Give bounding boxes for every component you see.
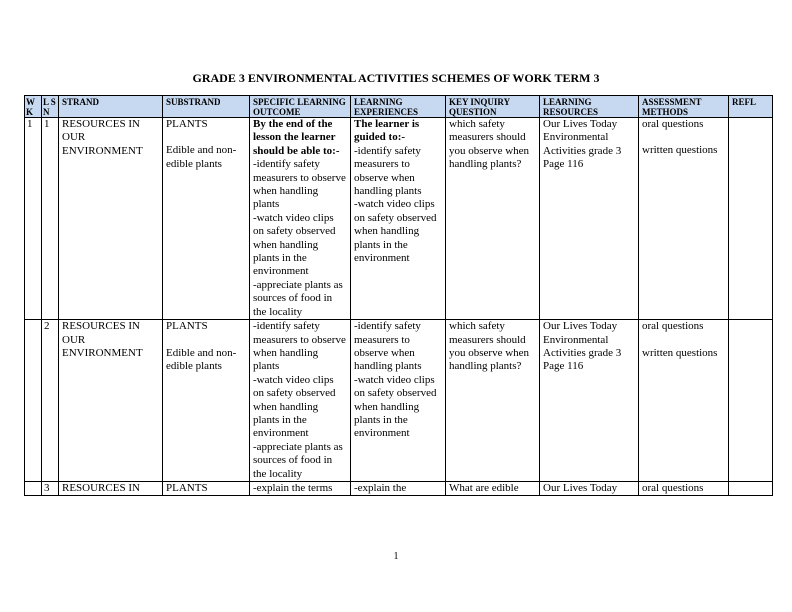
cell-experiences bbox=[351, 320, 446, 482]
header-row bbox=[25, 96, 773, 118]
document-title: GRADE 3 ENVIRONMENTAL ACTIVITIES SCHEMES OF WORK TERM 3 bbox=[192, 71, 600, 85]
outcome-item: -appreciate plants as sources of food in the locality bbox=[253, 440, 343, 480]
header-substrand: SUBSTRAND bbox=[163, 96, 250, 118]
cell-refl bbox=[729, 481, 773, 495]
experience-item: -identify safety measurers to observe when handling plants bbox=[354, 320, 422, 373]
header-wk: W K bbox=[25, 96, 42, 118]
cell-resources: Our Lives Today bbox=[540, 481, 639, 495]
experience-item: -watch video clips on safety observed when handling plants in the environment bbox=[354, 373, 437, 440]
substrand-detail: Edible and non-edible plants bbox=[166, 144, 237, 170]
cell-refl bbox=[729, 320, 773, 482]
cell-substrand bbox=[163, 118, 250, 320]
substrand-name: PLANTS bbox=[166, 118, 208, 130]
cell-resources: Our Lives Today Environmental Activities grade 3 Page 116 bbox=[540, 320, 639, 482]
cell-substrand: PLANTS bbox=[163, 481, 250, 495]
cell-outcome bbox=[250, 118, 351, 320]
cell-question: which safety measurers should you observe when handling plants? bbox=[446, 118, 540, 320]
outcome-item: -identify safety measurers to observe when handling plants bbox=[253, 320, 346, 373]
cell-wk bbox=[25, 320, 42, 482]
cell-refl bbox=[729, 118, 773, 320]
table-row bbox=[25, 118, 773, 320]
header-resources: LEARNING RESOURCES bbox=[540, 96, 639, 118]
cell-outcome: -explain the terms bbox=[250, 481, 351, 495]
cell-resources: Our Lives Today Environmental Activities grade 3 Page 116 bbox=[540, 118, 639, 320]
schemes-of-work-table bbox=[24, 95, 773, 496]
header-assessment: ASSESSMENT METHODS bbox=[639, 96, 729, 118]
cell-strand: RESOURCES IN OUR ENVIRONMENT bbox=[59, 320, 163, 482]
header-strand: STRAND bbox=[59, 96, 163, 118]
cell-lsn: 3 bbox=[42, 481, 59, 495]
table-row bbox=[25, 320, 773, 482]
cell-question: which safety measurers should you observe when handling plants? bbox=[446, 320, 540, 482]
cell-strand: RESOURCES IN OUR ENVIRONMENT bbox=[59, 118, 163, 320]
page-number: 1 bbox=[393, 551, 399, 562]
cell-experiences: -explain the bbox=[351, 481, 446, 495]
cell-lsn: 2 bbox=[42, 320, 59, 482]
cell-outcome bbox=[250, 320, 351, 482]
substrand-name: PLANTS bbox=[166, 320, 208, 333]
assessment-method: oral questions bbox=[642, 320, 704, 333]
cell-wk bbox=[25, 481, 42, 495]
cell-assessment: oral questions bbox=[639, 481, 729, 495]
header-experiences: LEARNING EXPERIENCES bbox=[351, 96, 446, 118]
table-row bbox=[25, 481, 773, 495]
cell-assessment bbox=[639, 320, 729, 482]
assessment-method: oral questions bbox=[642, 118, 704, 130]
cell-experiences bbox=[351, 118, 446, 320]
cell-wk: 1 bbox=[25, 118, 42, 320]
outcome-item: -watch video clips on safety observed when handling plants in the environment bbox=[253, 373, 336, 440]
experience-item: -identify safety measurers to observe when handling plants bbox=[354, 144, 422, 198]
experiences-intro: The learner is guided to:- bbox=[354, 118, 420, 144]
outcome-item: -watch video clips on safety observed when handling plants in the environment bbox=[253, 211, 336, 278]
assessment-method: written questions bbox=[642, 346, 718, 359]
header-refl: REFL bbox=[729, 96, 773, 118]
assessment-method: written questions bbox=[642, 144, 718, 157]
cell-lsn: 1 bbox=[42, 118, 59, 320]
header-outcome: SPECIFIC LEARNING OUTCOME bbox=[250, 96, 351, 118]
cell-assessment bbox=[639, 118, 729, 320]
header-lsn: L S N bbox=[42, 96, 59, 118]
outcome-item: -appreciate plants as sources of food in the locality bbox=[253, 278, 343, 318]
header-question: KEY INQUIRY QUESTION bbox=[446, 96, 540, 118]
substrand-detail: Edible and non-edible plants bbox=[166, 346, 237, 372]
outcome-intro: By the end of the lesson the learner should be able to:- bbox=[253, 118, 340, 157]
cell-question: What are edible bbox=[446, 481, 540, 495]
cell-substrand bbox=[163, 320, 250, 482]
cell-strand: RESOURCES IN bbox=[59, 481, 163, 495]
outcome-item: -identify safety measurers to observe when handling plants bbox=[253, 158, 346, 211]
experience-item: -watch video clips on safety observed when handling plants in the environment bbox=[354, 198, 437, 265]
